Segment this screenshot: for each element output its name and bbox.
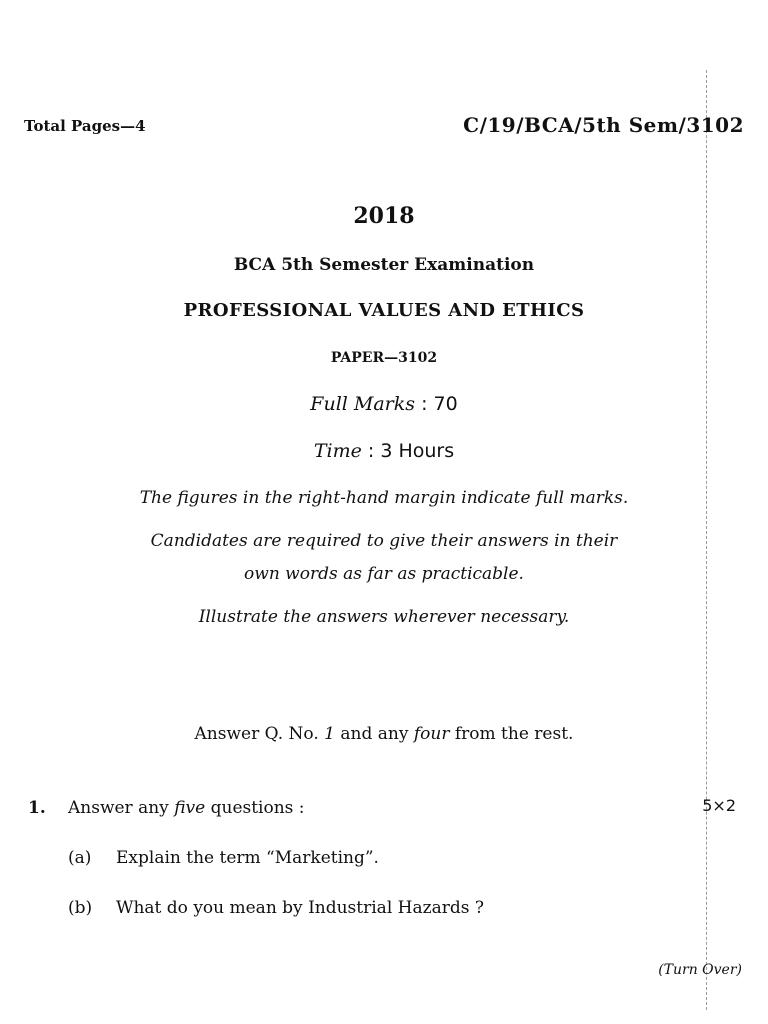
turn-over: (Turn Over) — [658, 962, 742, 978]
instruction-line: Candidates are required to give their answers in their — [150, 531, 618, 551]
paper-number: PAPER—3102 — [330, 350, 438, 366]
time-label: Time — [313, 440, 362, 462]
subquestion-label: (a) — [68, 848, 92, 868]
question-number: 1. — [28, 798, 46, 818]
answer-instruction-count: four — [413, 724, 450, 744]
full-marks-value: : 70 — [421, 393, 458, 415]
answer-instruction — [0, 724, 768, 744]
total-pages: Total Pages—4 — [24, 117, 146, 135]
question-text-emph: five — [174, 798, 206, 818]
answer-instruction-part: from the rest. — [454, 724, 574, 744]
answer-instruction-part: Answer Q. No. — [194, 724, 319, 744]
full-marks-label: Full Marks — [310, 393, 416, 415]
paper-code: C/19/BCA/5th Sem/3102 — [463, 113, 744, 137]
question-text — [68, 798, 305, 818]
subquestion-text: What do you mean by Industrial Hazards ? — [116, 898, 484, 918]
instruction-line: own words as far as practicable. — [244, 564, 524, 584]
subquestion-text: Explain the term “Marketing”. — [116, 848, 379, 868]
instruction-line: Illustrate the answers wherever necessary. — [198, 607, 570, 627]
exam-time — [0, 440, 768, 462]
answer-instruction-num: 1 — [324, 724, 335, 744]
question-marks: 5×2 — [702, 796, 736, 815]
question-text-part: questions : — [210, 798, 305, 818]
question-text-part: Answer any — [68, 798, 169, 818]
subquestion-label: (b) — [68, 898, 93, 918]
instruction-line: The figures in the right-hand margin indicate full marks. — [139, 488, 629, 508]
answer-instruction-part: and any — [340, 724, 409, 744]
time-value: : 3 Hours — [367, 440, 455, 462]
exam-name: BCA 5th Semester Examination — [233, 255, 535, 275]
exam-year: 2018 — [353, 203, 415, 229]
subject-title: PROFESSIONAL VALUES AND ETHICS — [183, 300, 585, 321]
full-marks — [0, 393, 768, 415]
